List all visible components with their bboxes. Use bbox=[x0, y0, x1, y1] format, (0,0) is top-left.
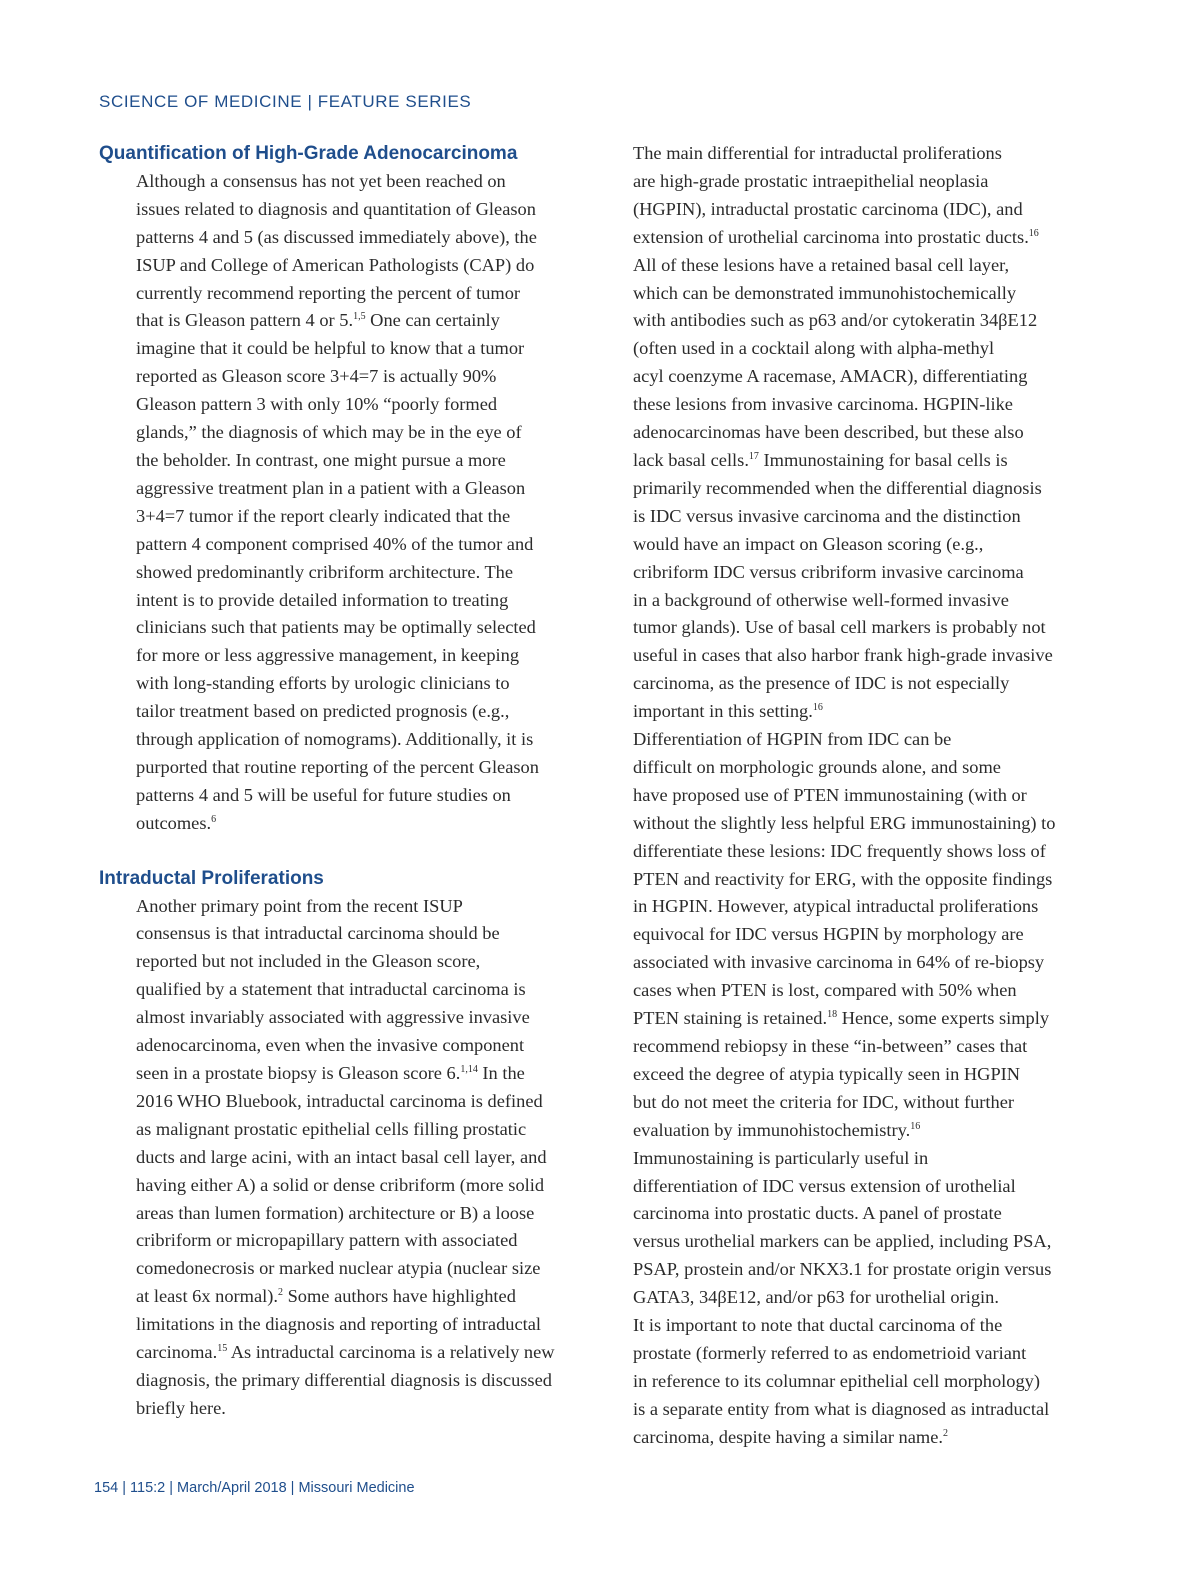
paragraph-pten: Differentiation of HGPIN from IDC can be difficult on morphologic grounds alone, and some have proposed use of PTEN immunostaining (with or without the slightly less helpful ERG immunostaining) to differentiate these lesions: IDC frequently shows loss of PTEN and reactivity for ERG, with the opposite findings in HGPIN. However, atypical intraductal proliferations equivocal for IDC versus HGPIN by morphology are associated with invasive carcinoma in 64% of re-biopsy cases when PTEN is lost, compared with 50% when PTEN staining is retained.$^{18}$ Hence, some experts simply recommend rebiopsy in these “in-between” cases that exceed the degree of atypia typically seen in HGPIN but do not meet the criteria for IDC, without further evaluation by immunohistochemistry.$^{16}$ bbox=[633, 729, 1056, 1140]
paragraph-quantification: Although a consensus has not yet been reached on issues related to diagnosis and quantitation of Gleason patterns 4 and 5 (as discussed immediately above), the ISUP and College of American Pathologists (CAP) do currently recommend reporting the percent of tumor that is Gleason pattern 4 or 5.$^{1,5}$ One can certainly imagine that it could be helpful to know that a tumor reported as Gleason score 3+4=7 is actually 90% Gleason pattern 3 with only 10% “poorly formed glands,” the diagnosis of which may be in the eye of the beholder. In contrast, one might pursue a more aggressive treatment plan in a patient with a Gleason 3+4=7 tumor if the report clearly indicated that the pattern 4 component comprised 40% of the tumor and showed predominantly cribriform architecture. The intent is to provide detailed information to treating clinicians such that patients may be optimally selected for more or less aggressive management, in keeping with long-standing efforts by urologic clinicians to tailor treatment based on predicted prognosis (e.g., through application of nomograms). Additionally, it is purported that routine reporting of the percent Gleason patterns 4 and 5 will be useful for future studies on outcomes.$^6$ bbox=[136, 170, 539, 833]
citation: 1,14 bbox=[460, 1064, 478, 1075]
citation: 1,5 bbox=[353, 311, 366, 323]
paragraph-intraductal: Another primary point from the recent ISUP consensus is that intraductal carcinoma should be reported but not included in the Gleason score, qualified by a statement that intraductal carcinoma is almost invariably associated with aggressive invasive adenocarcinoma, even when the invasive component seen in a prostate biopsy is Gleason score 6.$^{1,14}$ In the 2016 WHO Bluebook, intraductal carcinoma is defined as malignant prostatic epithelial cells filling prostatic ducts and large acini, with an intact basal cell layer, and having either A) a solid or dense cribriform (more solid areas than lumen formation) architecture or B) a loose cribriform or micropapillary pattern with associated comedonecrosis or marked nuclear atypia (nuclear size at least 6x normal).$^2$ Some authors have highlighted limitations in the diagnosis and reporting of intraductal carcinoma.$^{15}$ As intraductal carcinoma is a relatively new diagnosis, the primary differential diagnosis is discussed briefly here. bbox=[136, 895, 555, 1418]
citation: 2 bbox=[277, 1287, 283, 1299]
paragraph-ductal: It is important to note that ductal carcinoma of the prostate (formerly referred to as endometrioid variant in reference to its columnar epithelial cell morphology) is a separate entity from what is diagnosed as intraductal carcinoma, despite having a similar name.$^2$ bbox=[633, 1315, 1050, 1447]
citation: 15 bbox=[217, 1343, 228, 1355]
citation: 17 bbox=[748, 450, 759, 462]
paragraph-differential: The main differential for intraductal proliferations are high-grade prostatic intraepithelial neoplasia (HGPIN), intraductal prostatic carcinoma (IDC), and extension of urothelial carcinoma into prostatic ducts.$^{16}$ All of these lesions have a retained basal cell layer, which can be demonstrated immunohistochemically with antibodies such as p63 and/or cytokeratin 34βE12 (often used in a cocktail along with alpha-methyl acyl coenzyme A racemase, AMACR), differentiating these lesions from invasive carcinoma. HGPIN-like adenocarcinomas have been described, but these also lack basal cells.$^{17}$ Immunostaining for basal cells is primarily recommended when the differential diagnosis is IDC versus invasive carcinoma and the distinction would have an impact on Gleason scoring (e.g., cribriform IDC versus cribriform invasive carcinoma in a background of otherwise well-formed invasive tumor glands). Use of basal cell markers is probably not useful in cases that also harbor frank high-grade invasive carcinoma, as the presence of IDC is not especially important in this setting.$^{16}$ bbox=[633, 143, 1053, 722]
right-column bbox=[596, 140, 1074, 1452]
section-heading-intraductal: Intraductal Proliferations bbox=[99, 867, 324, 889]
citation: 16 bbox=[910, 1120, 921, 1132]
citation: 16 bbox=[1028, 227, 1039, 239]
citation: 16 bbox=[812, 702, 823, 714]
section-heading-quantification: Quantification of High-Grade Adenocarcinoma bbox=[99, 143, 518, 164]
running-header: SCIENCE OF MEDICINE | FEATURE SERIES bbox=[99, 92, 472, 111]
page-footer: 154 | 115:2 | March/April 2018 | Missouri Medicine bbox=[94, 1480, 415, 1496]
left-column bbox=[99, 140, 577, 1423]
paragraph-immunostaining: Immunostaining is particularly useful in differentiation of IDC versus extension of urothelial carcinoma into prostatic ducts. A panel of prostate versus urothelial markers can be applied, including PSA, PSAP, prostein and/or NKX3.1 for prostate origin versus GATA3, 34βE12, and/or p63 for urothelial origin. bbox=[633, 1147, 1052, 1308]
citation: 2 bbox=[942, 1427, 948, 1439]
citation: 18 bbox=[827, 1009, 838, 1021]
citation: 6 bbox=[211, 813, 217, 825]
